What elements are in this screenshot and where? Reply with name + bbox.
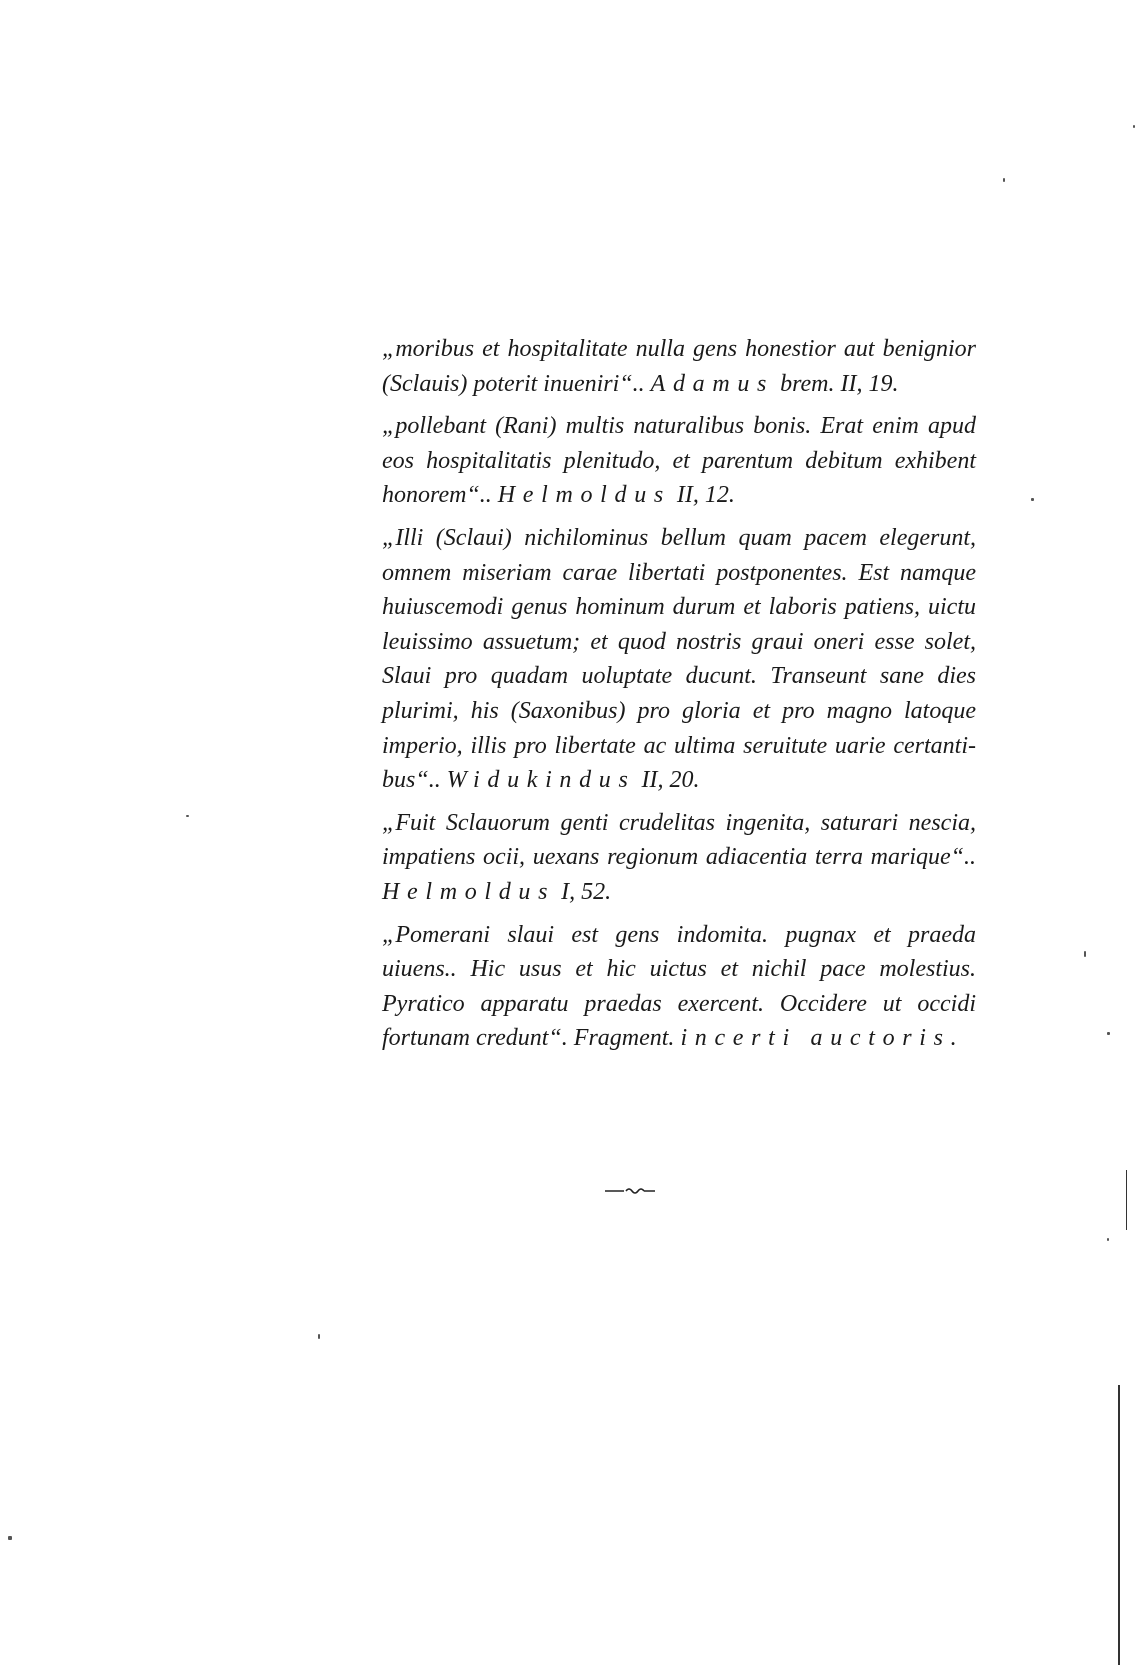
quote-text: „Illi (Sclaui) nichilominus bellum quam pacem elegerunt, omnem miseriam carae libertati postponentes. Est namque huiuscemodi genus hominum durum et laboris patiens, uictu leuissimo assuetum; et quod nostris graui oneri esse solet, Slaui pro quadam uoluptate ducunt. Transeunt sane dies plurimi, his (Saxonibus) pro gloria et pro magno latoque imperio, illis pro libertate ac ultima seruitute uarie certantibus“.. xyxy=(382,524,976,794)
scan-speck xyxy=(1107,1032,1110,1035)
quotation-block xyxy=(382,332,976,1064)
quote-author: Widukindus xyxy=(446,767,636,794)
quote-author: Adamus xyxy=(650,370,775,397)
scan-speck xyxy=(8,1536,12,1540)
quote-helmoldus-i xyxy=(382,806,976,910)
quote-adamus xyxy=(382,332,976,401)
scan-speck xyxy=(1133,125,1135,128)
page-edge-line xyxy=(1126,1170,1127,1230)
quote-text: „Fuit Sclauorum genti crudelitas ingenita, saturari nescia, impatiens ocii, uexans regionum adiacentia terra marique“.. xyxy=(382,809,976,871)
scan-speck xyxy=(1084,951,1086,957)
end-ornament-icon xyxy=(604,1186,656,1196)
quote-reference: I, 52. xyxy=(555,878,612,905)
scan-speck xyxy=(1031,498,1034,501)
quote-reference: II, 12. xyxy=(670,482,735,509)
quote-reference: . xyxy=(950,1025,957,1052)
quote-text: „Pomerani slaui est gens indomita. pugnax et praeda uiuens.. Hic usus et hic uictus et nichil pace molestius. Pyratico apparatu praedas exercent. Occidere ut occidi fortunam credunt“. Fragment. xyxy=(382,921,976,1052)
quote-fragment xyxy=(382,918,976,1056)
quote-text: „moribus et hospitalitate nulla gens honestior aut benignior (Sclauis) poterit inueniri“.. xyxy=(382,336,976,397)
quote-author: Helmoldus xyxy=(382,878,556,905)
page-edge-line xyxy=(1118,1385,1120,1665)
scan-speck xyxy=(1003,178,1005,182)
scan-speck xyxy=(1107,1238,1109,1241)
quote-author: incerti auctoris xyxy=(680,1025,951,1052)
scan-speck xyxy=(318,1334,320,1339)
quote-reference: II, 20. xyxy=(635,767,700,794)
quote-widukindus xyxy=(382,521,976,798)
quote-helmoldus-ii xyxy=(382,409,976,513)
quote-text: „pollebant (Rani) multis naturalibus bonis. Erat enim apud eos hospitalitatis plenitudo, et parentum debitum exhibent honorem“.. xyxy=(382,413,976,509)
scan-speck xyxy=(186,815,189,817)
quote-author: Helmoldus xyxy=(497,482,671,509)
quote-reference: brem. II, 19. xyxy=(774,370,899,397)
